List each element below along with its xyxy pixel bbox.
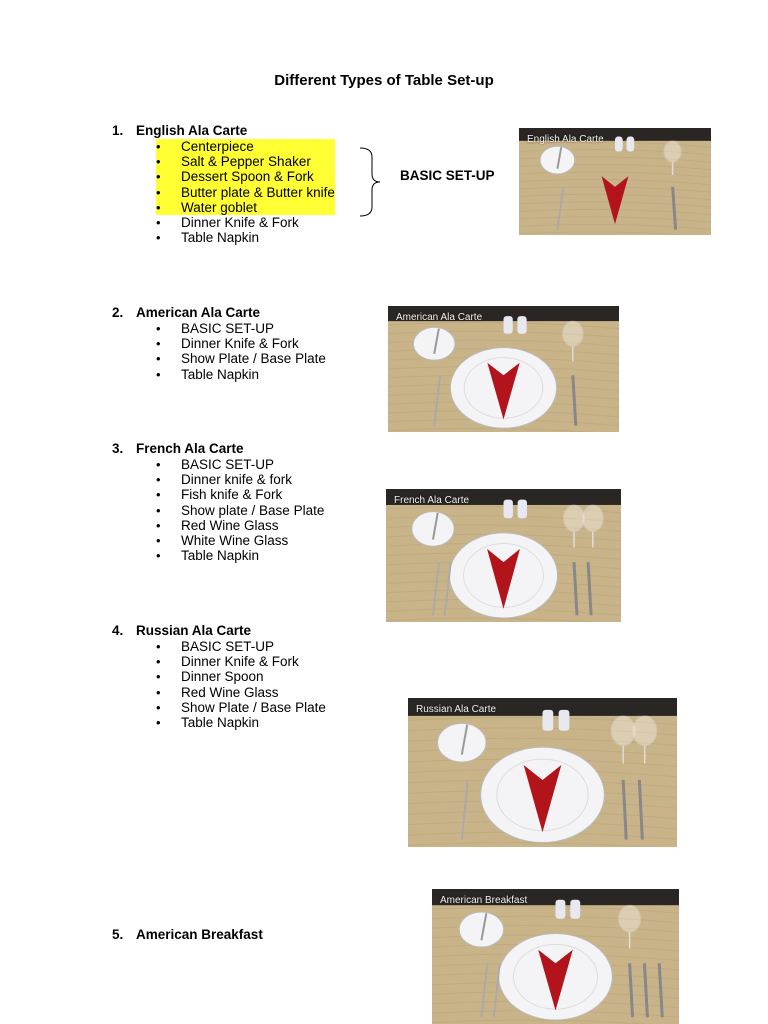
section-number: 2.	[112, 305, 124, 320]
table-setup-illustration	[432, 889, 679, 1024]
section-number: 5.	[112, 927, 124, 942]
list-item: • Show Plate / Base Plate	[156, 700, 326, 715]
section-4-heading	[112, 623, 251, 638]
list-item: • Dinner Spoon	[156, 669, 326, 684]
section-title: American Breakfast	[136, 927, 263, 942]
section-5-heading	[112, 927, 263, 942]
french-ala-carte-photo	[386, 489, 621, 622]
table-setup-illustration	[388, 306, 619, 432]
section-title: American Ala Carte	[136, 305, 261, 320]
photo-caption: Russian Ala Carte	[416, 704, 497, 715]
photo-caption: American Breakfast	[440, 895, 528, 906]
list-item: • BASIC SET-UP	[156, 321, 326, 336]
list-item: • Show plate / Base Plate	[156, 503, 324, 518]
page-title: Different Types of Table Set-up	[274, 72, 494, 89]
list-item: • Dessert Spoon & Fork	[156, 169, 335, 184]
list-item: • Table Napkin	[156, 367, 326, 382]
table-setup-illustration	[408, 698, 677, 847]
list-item: • Red Wine Glass	[156, 685, 326, 700]
section-3-heading	[112, 441, 244, 456]
russian-ala-carte-photo	[408, 698, 677, 847]
list-item: • Red Wine Glass	[156, 518, 324, 533]
list-item: • White Wine Glass	[156, 533, 324, 548]
list-item: • Butter plate & Butter knife	[156, 185, 335, 200]
section-number: 4.	[112, 623, 124, 638]
list-item: • Water goblet	[156, 200, 335, 215]
list-item: • Salt & Pepper Shaker	[156, 154, 335, 169]
section-4-list	[156, 639, 326, 730]
list-item: • Dinner Knife & Fork	[156, 336, 326, 351]
basic-setup-label: BASIC SET-UP	[400, 168, 495, 183]
list-item: • Dinner knife & fork	[156, 472, 324, 487]
section-2-heading	[112, 305, 260, 320]
list-item: • BASIC SET-UP	[156, 457, 324, 472]
photo-caption: English Ala Carte	[527, 134, 604, 145]
list-item: • Table Napkin	[156, 230, 335, 245]
list-item: • Table Napkin	[156, 548, 324, 563]
list-item: • BASIC SET-UP	[156, 639, 326, 654]
section-1-list	[156, 139, 335, 245]
section-3-list	[156, 457, 324, 563]
section-number: 3.	[112, 441, 124, 456]
section-title: English Ala Carte	[136, 123, 248, 138]
section-title: French Ala Carte	[136, 441, 244, 456]
photo-caption: French Ala Carte	[394, 495, 470, 506]
list-item: • Show Plate / Base Plate	[156, 351, 326, 366]
section-1-heading	[112, 123, 247, 138]
american-breakfast-photo	[432, 889, 679, 1024]
list-item: • Table Napkin	[156, 715, 326, 730]
list-item: • Fish knife & Fork	[156, 487, 324, 502]
list-item: • Dinner Knife & Fork	[156, 654, 326, 669]
section-title: Russian Ala Carte	[136, 623, 252, 638]
list-item: • Dinner Knife & Fork	[156, 215, 335, 230]
basic-setup-brace	[360, 147, 384, 217]
english-ala-carte-photo	[519, 128, 711, 235]
section-2-list	[156, 321, 326, 382]
american-ala-carte-photo	[388, 306, 619, 432]
table-setup-illustration	[386, 489, 621, 622]
list-item: • Centerpiece	[156, 139, 335, 154]
section-number: 1.	[112, 123, 124, 138]
photo-caption: American Ala Carte	[396, 312, 483, 323]
